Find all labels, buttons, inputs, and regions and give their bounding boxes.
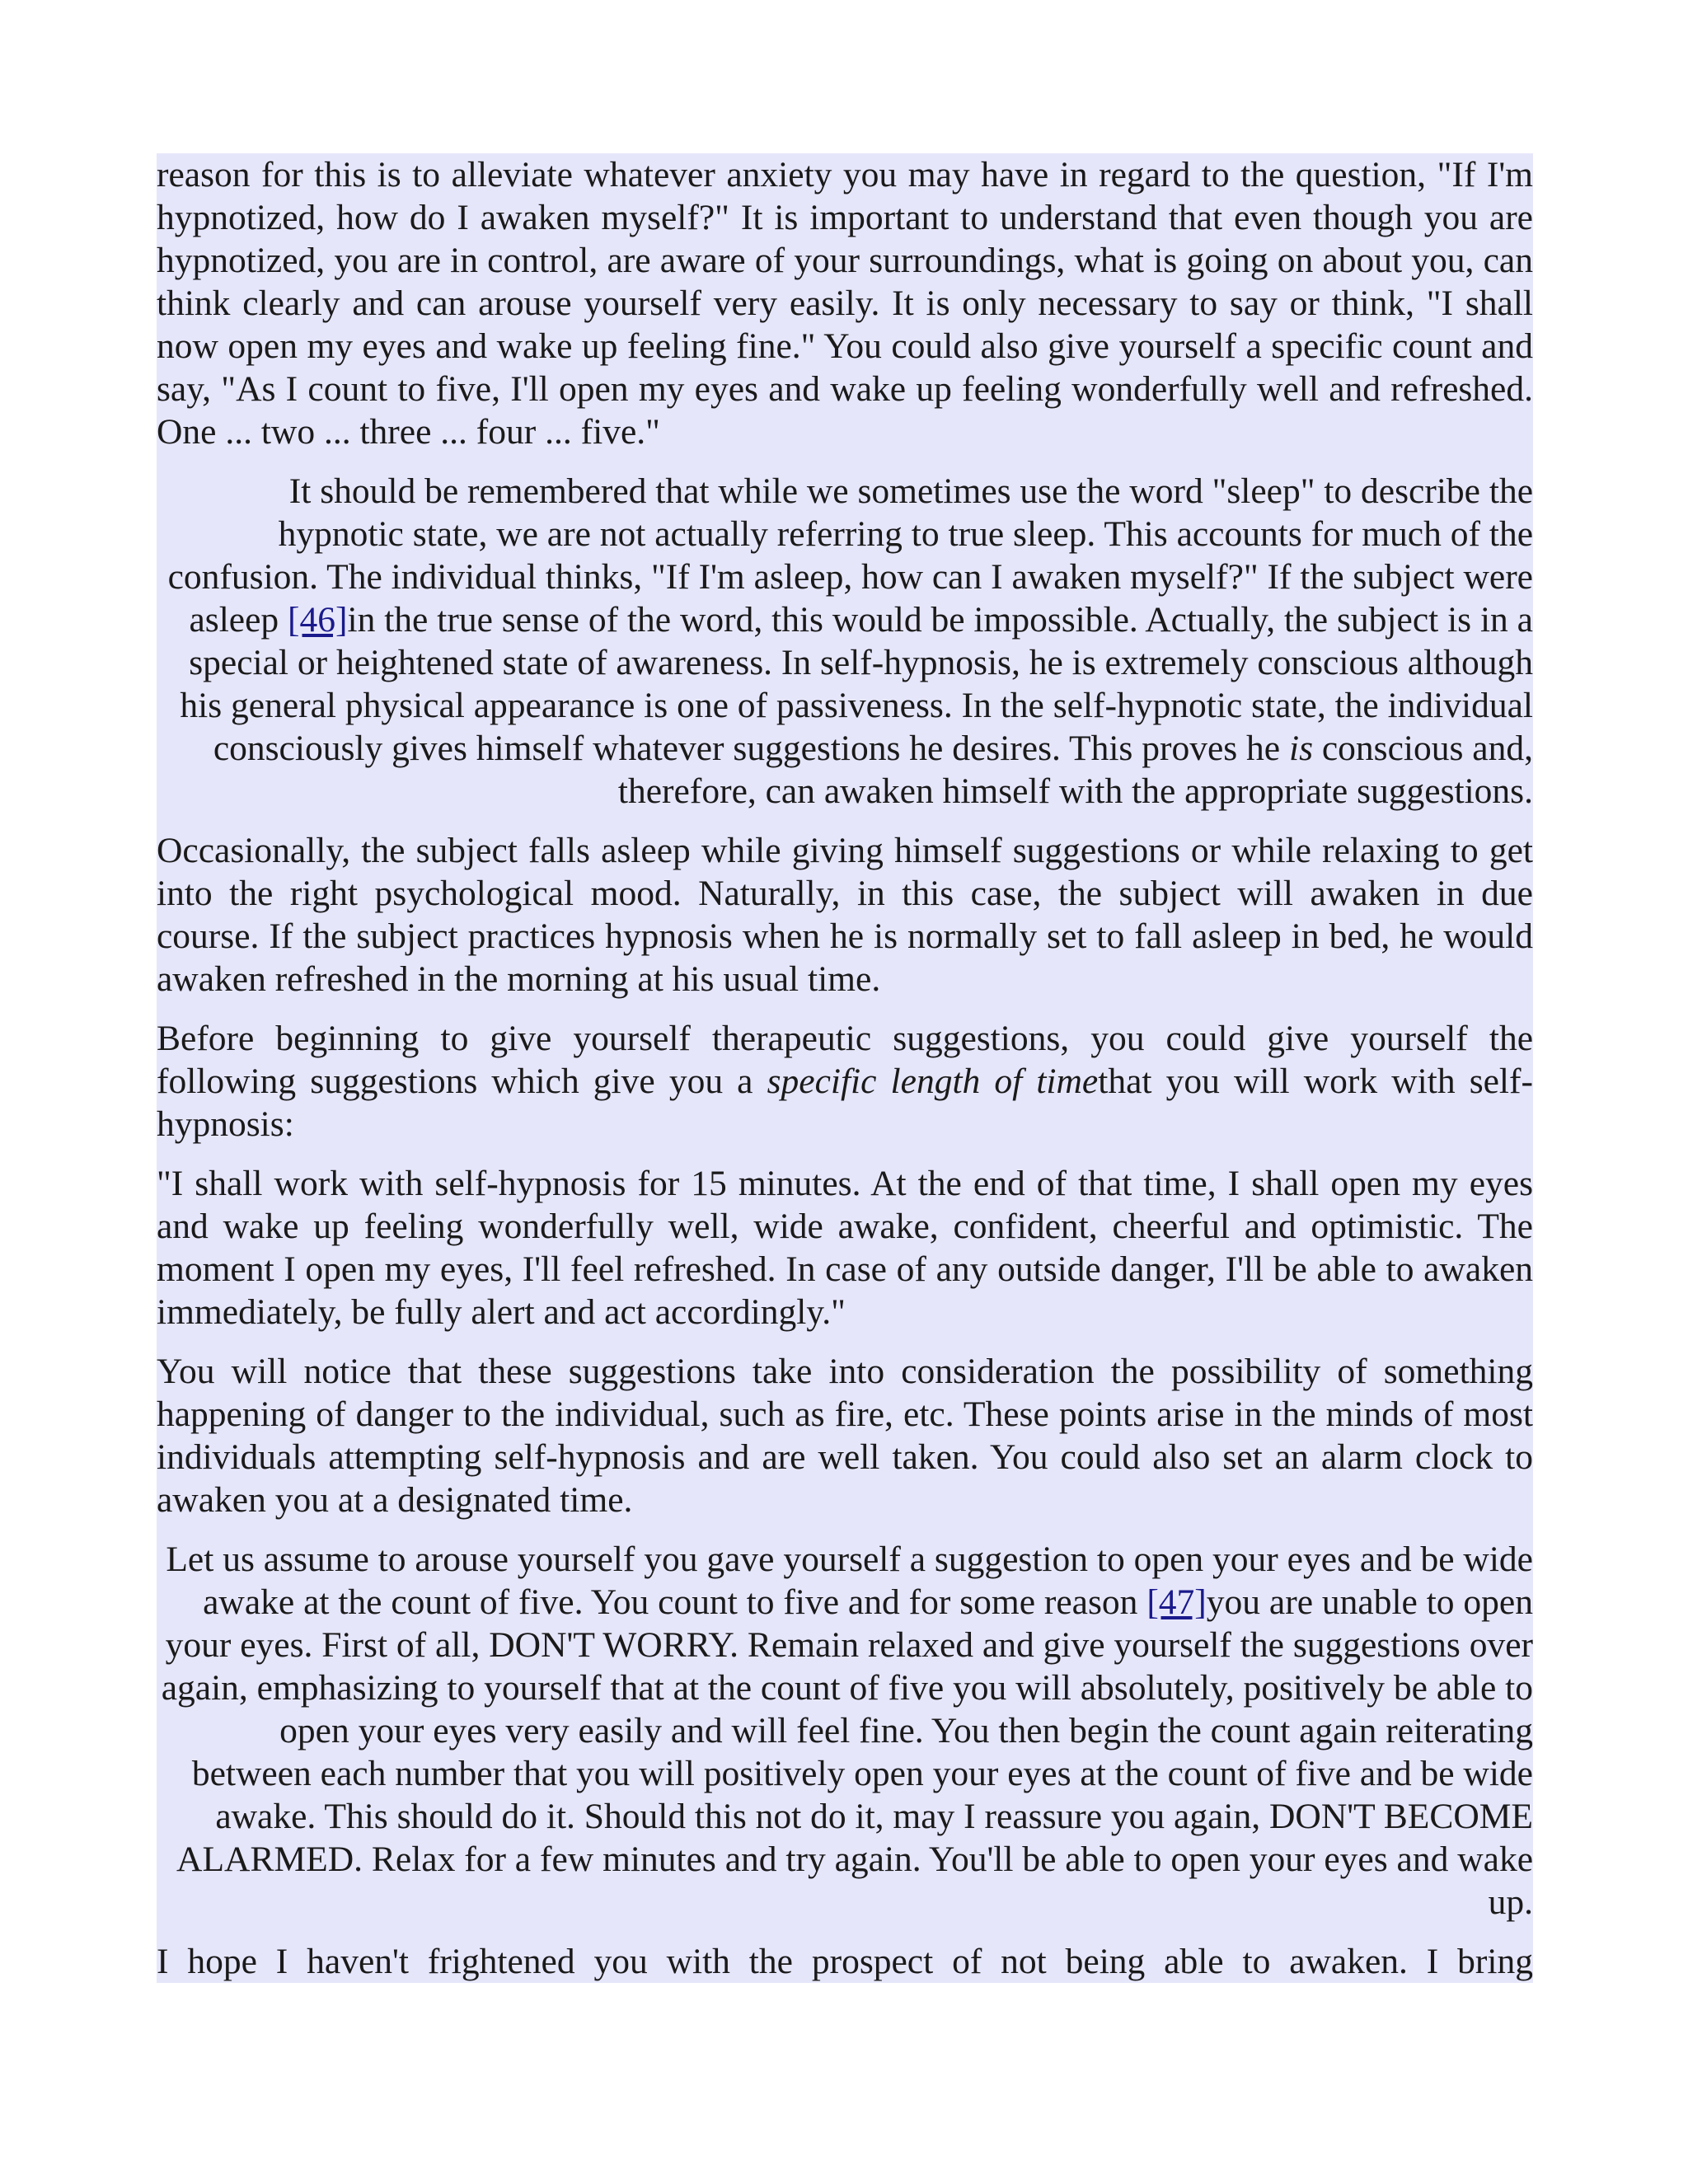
paragraph-p3	[157, 829, 1533, 1001]
paragraph-text: reason for this is to alleviate whatever anxiety you may have in regard to the question, "If I'm hypnotized, how do I awaken myself?" It is important to understand that even though you are hypnotized, you are in control, are aware of your surroundings, what is going on about you, can think clearly and can arouse yourself very easily. It is only necessary to say or think, "I shall now open my eyes and wake up feeling fine." You could also give yourself a specific count and say, "As I count to five, I'll open my eyes and wake up feeling wonderfully well and refreshed. One ... two ... three ... four ... five."	[157, 155, 1533, 452]
paragraph-text: conscious and, therefore, can awaken himself with the appropriate suggestions.	[617, 729, 1533, 811]
paragraph-p5	[157, 1162, 1533, 1333]
paragraph-text: that you will work with self-hypnosis:	[157, 1062, 1533, 1144]
paragraph-text: It should be remembered that while we sometimes use the word "sleep" to describe the hypnotic state, we are not actually referring to true sleep. This accounts for much of the confusion. The individual thinks, "If I'm asleep, how can I awaken myself?" If the subject were asleep	[167, 471, 1533, 640]
paragraph-text: I hope I haven't frightened you with the prospect of not being able to awaken. I bring	[157, 1942, 1533, 1981]
paragraph-text: Let us assume to arouse yourself you gave yourself a suggestion to open your eyes and be wide awake at the count of five. You count to five and for some reason	[166, 1540, 1533, 1622]
paragraph-text: "I shall work with self-hypnosis for 15 minutes. At the end of that time, I shall open my eyes and wake up feeling wonderfully well, wide awake, confident, cheerful and optimistic. The moment I open my eyes, I'll feel refreshed. In case of any outside danger, I'll be able to awaken immediately, be fully alert and act accordingly."	[157, 1164, 1533, 1332]
emphasis-text: is	[1288, 729, 1313, 768]
paragraph-p4	[157, 1017, 1533, 1146]
paragraph-p8	[157, 1940, 1533, 1983]
highlighted-text-block	[157, 153, 1533, 1983]
paragraph-text: Before beginning to give yourself therapeutic suggestions, you could give yourself the following suggestions which give you a	[157, 1019, 1533, 1101]
paragraph-p1	[157, 153, 1533, 453]
emphasis-text: specific length of time	[767, 1062, 1099, 1101]
page-reference-link[interactable]: [46]	[288, 600, 348, 640]
page-reference-link[interactable]: [47]	[1146, 1582, 1207, 1622]
paragraph-text: You will notice that these suggestions take into consideration the possibility of something happening of danger to the individual, such as fire, etc. These points arise in the minds of most individuals attempting self-hypnosis and are well taken. You could also set an alarm clock to awaken you at a designated time.	[157, 1352, 1533, 1520]
paragraph-text: you are unable to open your eyes. First of all, DON'T WORRY. Remain relaxed and give yourself the suggestions over again, emphasizing to yourself that at the count of five you will absolutely, positively be able to open your eyes very easily and will feel fine. You then begin the count again reiterating between each number that you will positively open your eyes at the count of five and be wide awake. This should do it. Should this not do it, may I reassure you again, DON'T BECOME ALARMED. Relax for a few minutes and try again. You'll be able to open your eyes and wake up.	[161, 1582, 1533, 1922]
paragraph-text: Occasionally, the subject falls asleep while giving himself suggestions or while relaxing to get into the right psychological mood. Naturally, in this case, the subject will awaken in due course. If the subject practices hypnosis when he is normally set to fall asleep in bed, he would awaken refreshed in the morning at his usual time.	[157, 831, 1533, 999]
paragraph-p2	[157, 470, 1533, 813]
paragraph-p6	[157, 1350, 1533, 1521]
paragraph-text: in the true sense of the word, this would be impossible. Actually, the subject is in a special or heightened state of awareness. In self-hypnosis, he is extremely conscious although his general physical appearance is one of passiveness. In the self-hypnotic state, the individual consciously gives himself whatever suggestions he desires. This proves he	[180, 600, 1533, 768]
paragraph-p7	[157, 1538, 1533, 1924]
